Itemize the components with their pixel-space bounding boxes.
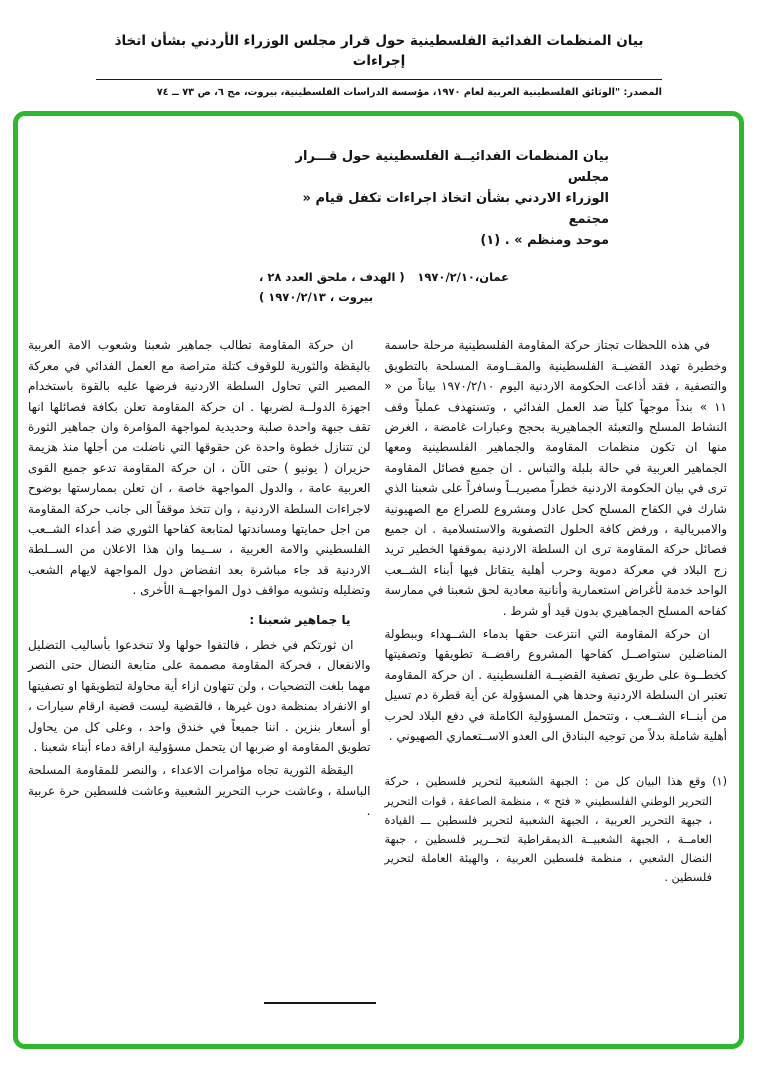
page-title: بيان المنظمات الفدائية الفلسطينية حول قرار مجلس الوزراء الأردني بشأن اتخاذ إجراءات xyxy=(114,33,644,69)
footnote: (١) وقع هذا البيان كل من : الجبهة الشعبية لتحرير فلسطين ، حركة التحرير الوطني الفلسطيني « فتح » ، منظمة الصاعقة ، قوات التحرير ، جبهة التحرير العربية ، الجبهة الشعبية لتحرير فلسطين ـــ القيادة العامــة ، الجبهة الشعبيــة الديمقراطية لتحــرير فلسطين ، جبهة النضال الشعبي ، منظمة فلسطين العربية ، والهيئة العاملة لتحرير فلسطين . xyxy=(384,775,727,885)
document-title-line: بيان المنظمات الفدائيــة الفلسطينية حول قـــرار مجلس xyxy=(295,149,609,186)
document-title-line: موحد ومنظم » . (١) xyxy=(480,233,609,249)
document-title-line: الوزراء الاردني بشأن اتخاذ اجراءات تكفل قيام « مجتمع xyxy=(302,191,609,228)
paragraph: في هذه اللحظات تجتاز حركة المقاومة الفلسطينية مرحلة حاسمة وخطيرة تهدد القضيــة الفلسطينية والمقــاومة المسلحة بالتطويق والتصفية ، فقد أذاعت الحكومة الاردنية اليوم ١٩٧٠/٢/١٠ بياناً من « ١١ » بنداً موجهاً كلياً ضد العمل الفدائي ، وتستهدف عملياً وقف النشاط المسلح والتعبئة الجماهيرية بحجج وعبارات غامضة ، الغرض منها ان تكون منظمات المقاومة والجماهير الفلسطينية ومعها الجماهير العربية في حالة بلبلة والتباس . ان جميع فصائل المقاومة ترى في بيان الحكومة الاردنية خطراً مصيريــاً وسافراً على شعبنا الذي شارك في الكفاح المسلح كحل عادل ومشروع للصراع مع الصهيونية والامبريالية ، ورفض كافة الحلول التصفوية والاستسلامية . ان جميع فصائل حركة المقاومة ترى ان السلطة الاردنية بموقفها الخطير تريد زج البلاد في معركة دموية وحرب أهلية يتقاتل فيها أبناء الشــعب الواحد خدمة لأغراض استعمارية وأنانية معادية لحق شعبنا في ممارسة كفاحه المسلح الجماهيري بدون قيد أو شرط . xyxy=(384,338,727,618)
dateline-publication-line: بيروت ، ١٩٧٠/٢/١٣ ) xyxy=(259,290,374,305)
column-right xyxy=(385,335,728,887)
subheading: يا جماهير شعبنا : xyxy=(249,612,351,627)
paragraph: ان حركة المقاومة تطالب جماهير شعبنا وشعوب الامة العربية باليقظة والثورية للوقوف كتلة متراصة مع العمل الفدائي في معركة المصير التي تحاول السلطة الاردنية فرضها عليه بالقوة باستخدام اجهزة الدولــة لضربها . ان حركة المقاومة تعلن بكافة فصائلها انها تقف جبهة واحدة صلبة وحديدية لمواجهة المؤامرة وان جماهير الثورة لن تتنازل خطوة واحدة عن حقوقها التي ناضلت من أجلها منذ هزيمة حزيران ( يونيو ) حتى الآن ، ان حركة المقاومة تدعو جميع القوى العربية عامة ، والدول المواجهة خاصة ، ان تعلن بممارستها بوضوح لاجراءات السلطة الاردنية ، وان تتخذ موقفاً الى جانب حركة المقاومة من اجل حمايتها ومساندتها لمتابعة كفاحها الثوري ضد أعداء الشــعب الفلسطيني والامة العربية ، ســيما وان هذا الاعلان من الســلطة الاردنية قد جاء مباشرة بعد انفضاض دول المواجهة لايهام الشعب وتضليله وتشويه مواقف دول المواجهــة الأخرى . xyxy=(28,338,371,598)
dateline-publication-line: ( الهدف ، ملحق العدد ٢٨ ، xyxy=(259,270,405,285)
paragraph: ان ثورتكم في خطر ، فالتفوا حولها ولا تنخدعوا بأساليب التضليل والانفعال ، فحركة المقاومة مصممة على متابعة النضال حتى النصر مهما بلغت التضحيات ، ولن تتهاون ازاء أية محاولة لتطويقها او تصفيتها او الانفراد بمنظمة دون غيرها ، فالقضية ليست قضية ارقام سيارات ، أو أسعار بنزين . اننا جميعاً في خندق واحد ، وعلى كل من يحاول تطويق المقاومة او ضربها ان يتحمل مسؤولية اراقة دماء أبناء شعبنا . xyxy=(28,638,371,755)
dateline-place-date: عمان،١٩٧٠/٢/١٠ xyxy=(417,270,509,285)
paragraph: ان حركة المقاومة التي انتزعت حقها بدماء الشــهداء وببطولة المناضلين ستواصــل كفاحها المشروع رافضــة تطويقها وتصفيتها كخطــوة على طريق تصفية القضيــة الفلسطينية . ان حركة المقاومة تعتبر ان السلطة الاردنية وحدها هي المسؤولة عن أية قطرة دم تسيل من أبنــاء الشــعب ، وتتحمل المسؤولية الكاملة في دفع البلاد لحرب أهلية شاملة بدلاً من توجيه البنادق الى العدو الاســتعماري الصهيوني . xyxy=(384,627,727,744)
document-frame xyxy=(13,111,744,1049)
dateline-publication xyxy=(259,267,405,307)
end-divider xyxy=(264,1002,376,1004)
dateline xyxy=(259,267,509,307)
header-divider xyxy=(96,79,662,80)
source-line: المصدر: "الوثائق الفلسطينية العربية لعام ١٩٧٠، مؤسسة الدراسات الفلسطينية، بيروت، مج ٦، ص ٧٣ ــ ٧٤ xyxy=(156,87,662,99)
column-left xyxy=(28,335,371,887)
document-title xyxy=(263,146,609,251)
page-header xyxy=(0,0,758,99)
paragraph: اليقظة الثورية تجاه مؤامرات الاعداء ، والنصر للمقاومة المسلحة الباسلة ، وعاشت حرب التحرير الشعبية وعاشت فلسطين حرة عربية . xyxy=(28,763,371,819)
document-body xyxy=(28,335,727,887)
